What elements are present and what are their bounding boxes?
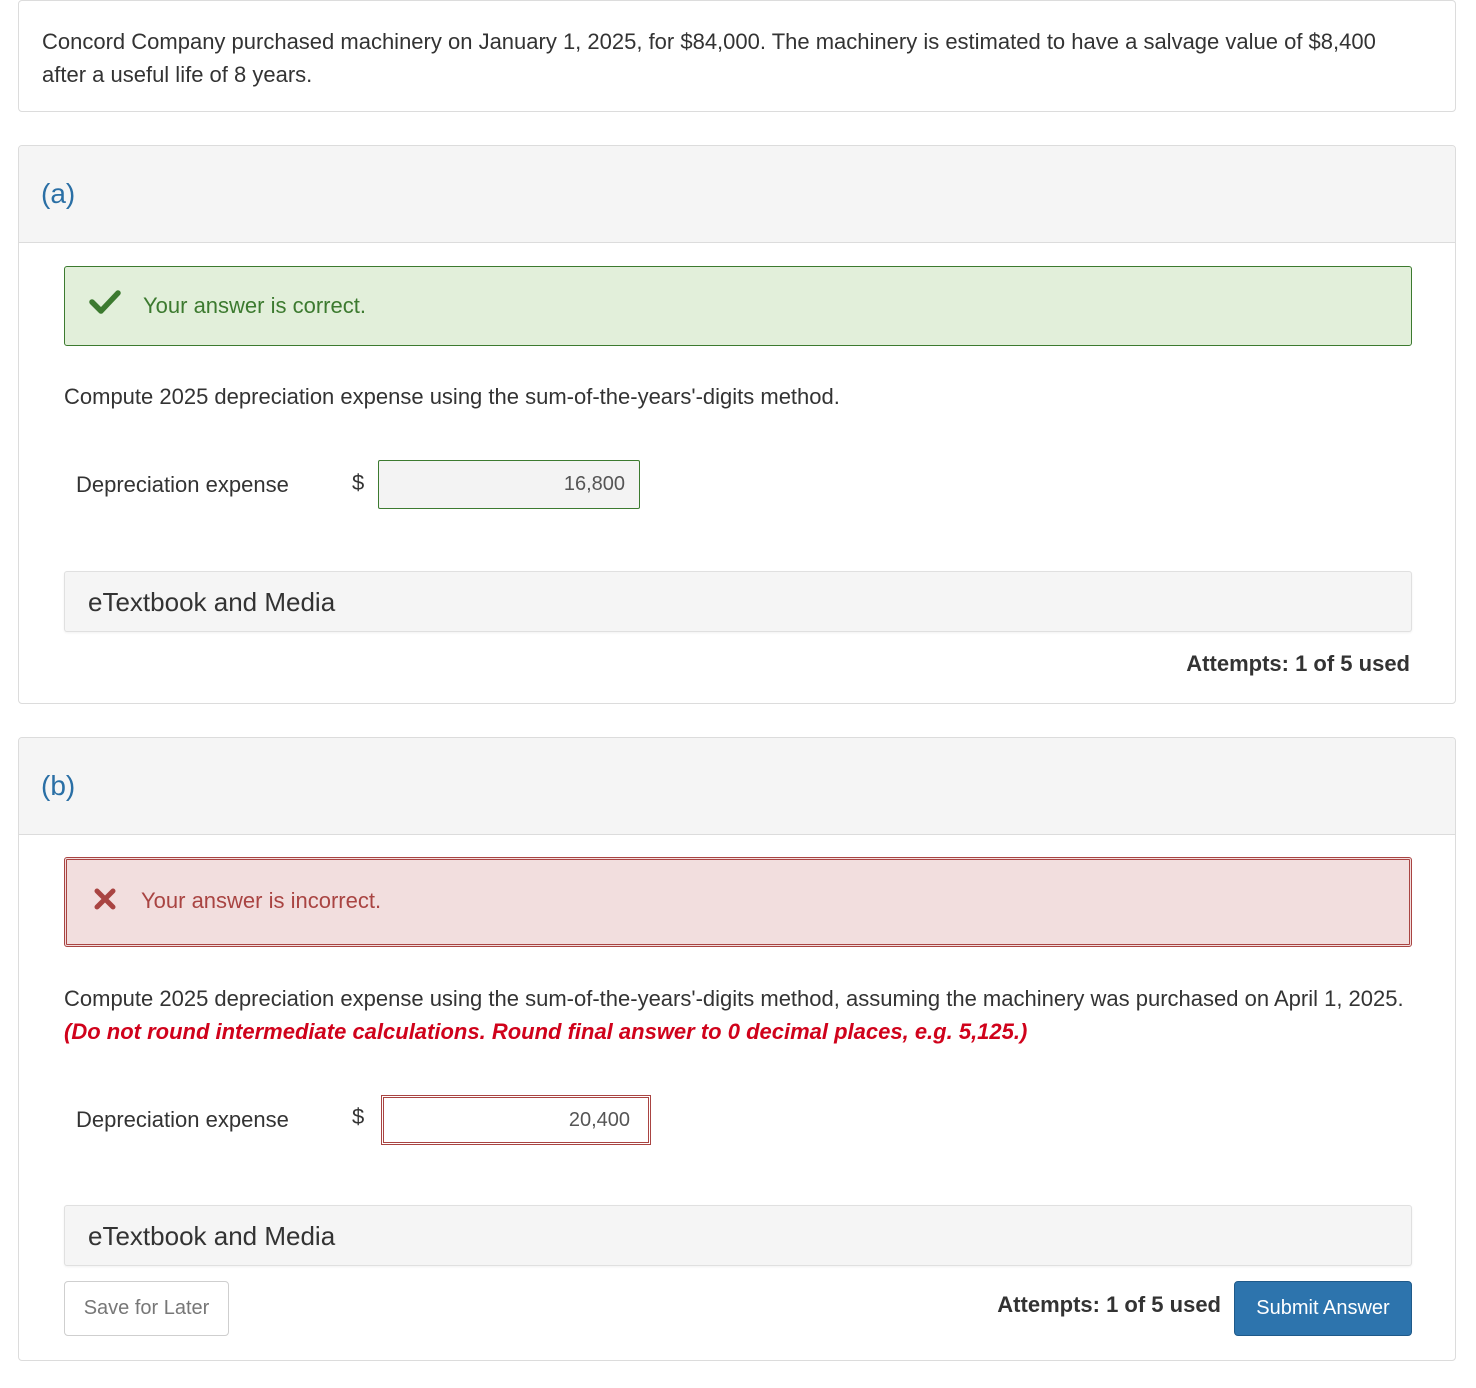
attempts-counter: Attempts: 1 of 5 used: [1186, 651, 1410, 676]
save-for-later-button[interactable]: Save for Later: [64, 1281, 229, 1336]
correct-feedback-text: Your answer is correct.: [143, 293, 366, 318]
problem-statement-card: [18, 0, 1456, 112]
correct-feedback-banner: [64, 266, 1412, 346]
dollar-sign: $: [352, 470, 365, 495]
part-b-letter: (b): [41, 770, 76, 801]
depreciation-expense-input[interactable]: 16,800: [378, 460, 640, 509]
etextbook-media-label: eTextbook and Media: [88, 1221, 336, 1251]
submit-answer-button[interactable]: Submit Answer: [1234, 1281, 1412, 1336]
part-b-header: [19, 738, 1455, 835]
part-a-card: [18, 145, 1456, 704]
part-a-question: Compute 2025 depreciation expense using the sum-of-the-years'-digits method.: [64, 384, 840, 409]
problem-statement: Concord Company purchased machinery on January 1, 2025, for $84,000. The machinery is estimated to have a salvage value of $8,400 after a useful life of 8 years.: [42, 29, 1376, 87]
rounding-instructions: (Do not round intermediate calculations. Round final answer to 0 decimal places, e.g. 5,125.): [64, 1019, 1028, 1044]
part-a-header: [19, 146, 1455, 243]
dollar-sign: $: [352, 1104, 365, 1129]
part-b-question-text: Compute 2025 depreciation expense using the sum-of-the-years'-digits method, assuming the machinery was purchased on April 1, 2025.: [64, 986, 1404, 1011]
part-a-letter: (a): [41, 178, 76, 209]
attempts-counter: Attempts: 1 of 5 used: [997, 1292, 1221, 1317]
checkmark-icon: [89, 289, 121, 320]
etextbook-media-panel[interactable]: [64, 571, 1412, 632]
part-b-question: [64, 982, 1414, 1048]
depreciation-expense-input[interactable]: 20,400: [381, 1095, 651, 1145]
part-b-card: [18, 737, 1456, 1361]
etextbook-media-label: eTextbook and Media: [88, 587, 336, 617]
depreciation-expense-label: Depreciation expense: [76, 472, 289, 497]
incorrect-feedback-banner: [64, 857, 1412, 947]
x-mark-icon: [93, 887, 117, 916]
depreciation-expense-label: Depreciation expense: [76, 1107, 289, 1132]
etextbook-media-panel[interactable]: [64, 1205, 1412, 1266]
incorrect-feedback-text: Your answer is incorrect.: [141, 888, 382, 913]
